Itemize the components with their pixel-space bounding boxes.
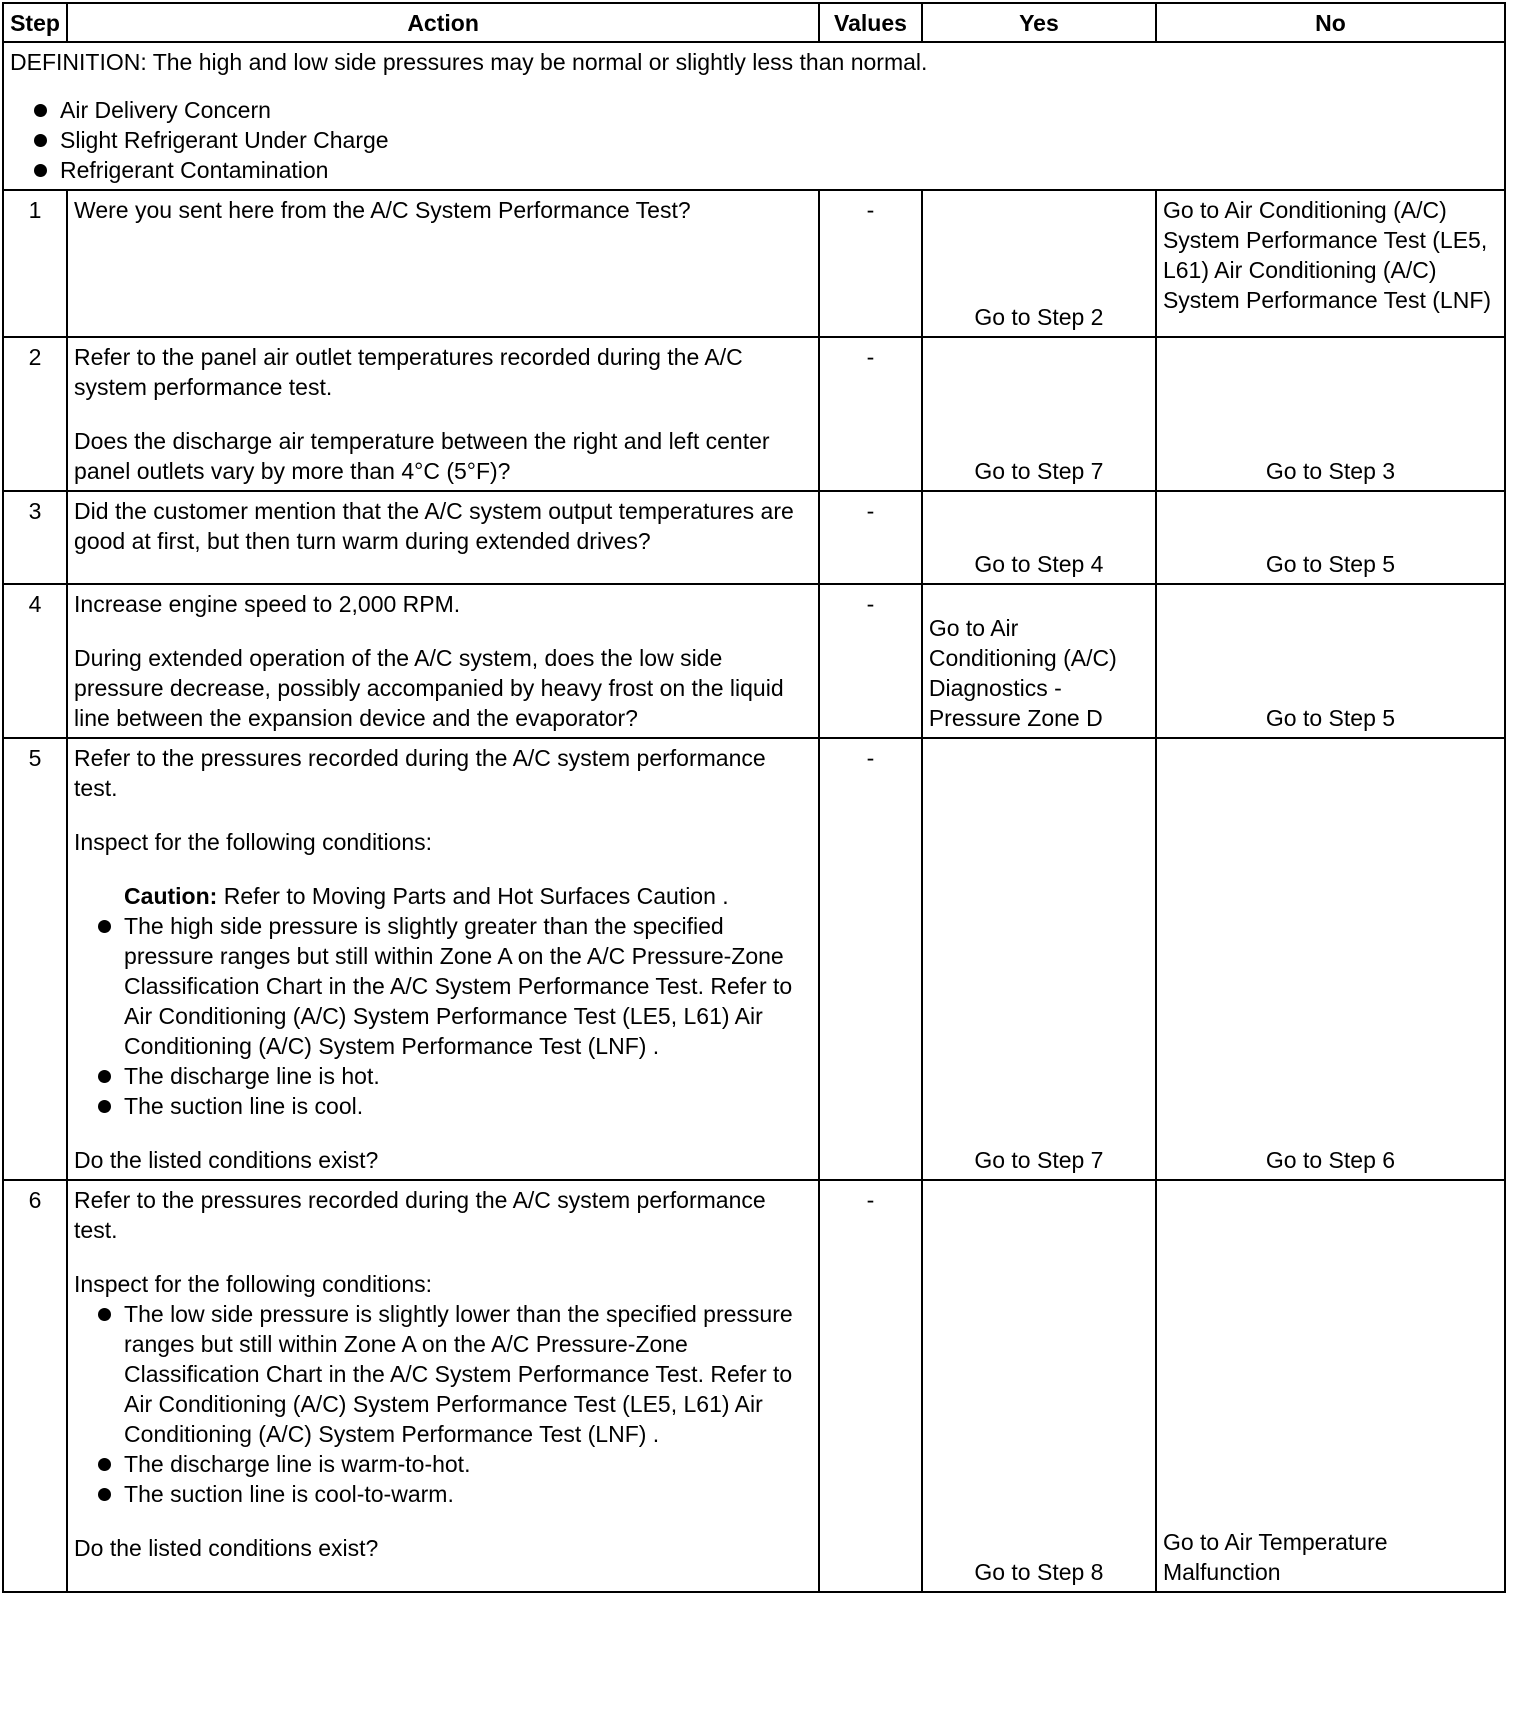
list-item: The discharge line is hot. [74, 1061, 812, 1091]
action-text: Refer to the panel air outlet temperatures recorded during the A/C system performance test. [74, 344, 743, 400]
action-cell [67, 1180, 819, 1592]
action-question: During extended operation of the A/C system, does the low side pressure decrease, possibly accompanied by heavy frost on the liquid line between the expansion device and the evaporator? [74, 645, 784, 731]
step-number: 6 [3, 1180, 67, 1592]
table-row [3, 1180, 1505, 1592]
header-yes: Yes [922, 3, 1156, 42]
action-text: Refer to the pressures recorded during the A/C system performance test. [74, 1187, 766, 1243]
action-instruction: Inspect for the following conditions: [74, 829, 433, 855]
caution-label: Caution: [124, 883, 218, 909]
definition-row [3, 42, 1505, 190]
definition-list [10, 95, 1498, 185]
yes-link[interactable]: Go to Step 7 [974, 1147, 1104, 1173]
action-text: Did the customer mention that the A/C system output temperatures are good at first, but then turn warm during extended drives? [74, 498, 794, 554]
no-cell [1156, 337, 1505, 491]
action-question: Does the discharge air temperature between the right and left center panel outlets vary by more than 4°C (5°F)? [74, 428, 770, 484]
conditions-list [74, 911, 812, 1121]
action-text: Refer to the pressures recorded during the A/C system performance test. [74, 745, 766, 801]
no-link[interactable]: Go to Step 3 [1265, 458, 1396, 484]
yes-cell [922, 190, 1156, 337]
step-number: 3 [3, 491, 67, 584]
values-cell: - [819, 738, 922, 1180]
no-cell [1156, 584, 1505, 738]
table-row [3, 190, 1505, 337]
yes-link[interactable]: Go to Step 8 [974, 1559, 1104, 1585]
no-cell [1156, 738, 1505, 1180]
yes-cell [922, 491, 1156, 584]
header-action: Action [67, 3, 819, 42]
list-item: The low side pressure is slightly lower than the specified pressure ranges but still within Zone A on the A/C Pressure-Zone Classification Chart in the A/C System Performance Test. Refer to Air Conditioning (A/C) System Performance Test (LE5, L61) Air Conditioning (A/C) System Performance Test (LNF) . [74, 1299, 812, 1449]
list-item: Air Delivery Concern [10, 95, 1498, 125]
header-row [3, 3, 1505, 42]
action-cell [67, 491, 819, 584]
yes-cell [922, 1180, 1156, 1592]
list-item: Refrigerant Contamination [10, 155, 1498, 185]
table-row [3, 491, 1505, 584]
yes-link[interactable]: Go to Air Conditioning (A/C) Diagnostics - Pressure Zone D [928, 615, 1117, 731]
action-text: Were you sent here from the A/C System Performance Test? [74, 197, 691, 223]
list-item: Slight Refrigerant Under Charge [10, 125, 1498, 155]
header-step: Step [3, 3, 67, 42]
step-number: 1 [3, 190, 67, 337]
yes-link[interactable]: Go to Step 7 [974, 458, 1104, 484]
no-link[interactable]: Go to Step 6 [1265, 1147, 1396, 1173]
caution-text: Refer to Moving Parts and Hot Surfaces Caution . [217, 883, 729, 909]
yes-cell [922, 337, 1156, 491]
step-number: 5 [3, 738, 67, 1180]
action-cell [67, 337, 819, 491]
conditions-list [74, 1299, 812, 1509]
step-number: 4 [3, 584, 67, 738]
list-item: The suction line is cool. [74, 1091, 812, 1121]
no-link[interactable]: Go to Air Conditioning (A/C) System Performance Test (LE5, L61) Air Conditioning (A/C) System Performance Test (LNF) [1162, 197, 1492, 313]
action-question: Do the listed conditions exist? [74, 1147, 379, 1173]
table-row [3, 337, 1505, 491]
values-cell: - [819, 491, 922, 584]
no-link[interactable]: Go to Air Temperature Malfunction [1162, 1529, 1388, 1585]
no-link[interactable]: Go to Step 5 [1265, 551, 1396, 577]
action-cell [67, 190, 819, 337]
values-cell: - [819, 190, 922, 337]
action-question: Do the listed conditions exist? [74, 1535, 379, 1561]
list-item: The discharge line is warm-to-hot. [74, 1449, 812, 1479]
yes-link[interactable]: Go to Step 4 [974, 551, 1104, 577]
definition-cell [3, 42, 1505, 190]
values-cell: - [819, 584, 922, 738]
step-number: 2 [3, 337, 67, 491]
action-text: Increase engine speed to 2,000 RPM. [74, 591, 461, 617]
values-cell: - [819, 1180, 922, 1592]
yes-link[interactable]: Go to Step 2 [974, 304, 1104, 330]
action-instruction: Inspect for the following conditions: [74, 1271, 433, 1297]
no-link[interactable]: Go to Step 5 [1265, 705, 1396, 731]
header-no: No [1156, 3, 1505, 42]
caution-note [74, 881, 812, 911]
diagnostic-table [2, 2, 1506, 1593]
no-cell [1156, 491, 1505, 584]
definition-text: DEFINITION: The high and low side pressures may be normal or slightly less than normal. [10, 49, 928, 75]
values-cell: - [819, 337, 922, 491]
list-item: The high side pressure is slightly greater than the specified pressure ranges but still within Zone A on the A/C Pressure-Zone Classification Chart in the A/C System Performance Test. Refer to Air Conditioning (A/C) System Performance Test (LE5, L61) Air Conditioning (A/C) System Performance Test (LNF) . [74, 911, 812, 1061]
action-cell [67, 738, 819, 1180]
table-row [3, 584, 1505, 738]
no-cell [1156, 190, 1505, 337]
yes-cell [922, 738, 1156, 1180]
action-cell [67, 584, 819, 738]
header-values: Values [819, 3, 922, 42]
no-cell [1156, 1180, 1505, 1592]
list-item: The suction line is cool-to-warm. [74, 1479, 812, 1509]
yes-cell [922, 584, 1156, 738]
table-row [3, 738, 1505, 1180]
